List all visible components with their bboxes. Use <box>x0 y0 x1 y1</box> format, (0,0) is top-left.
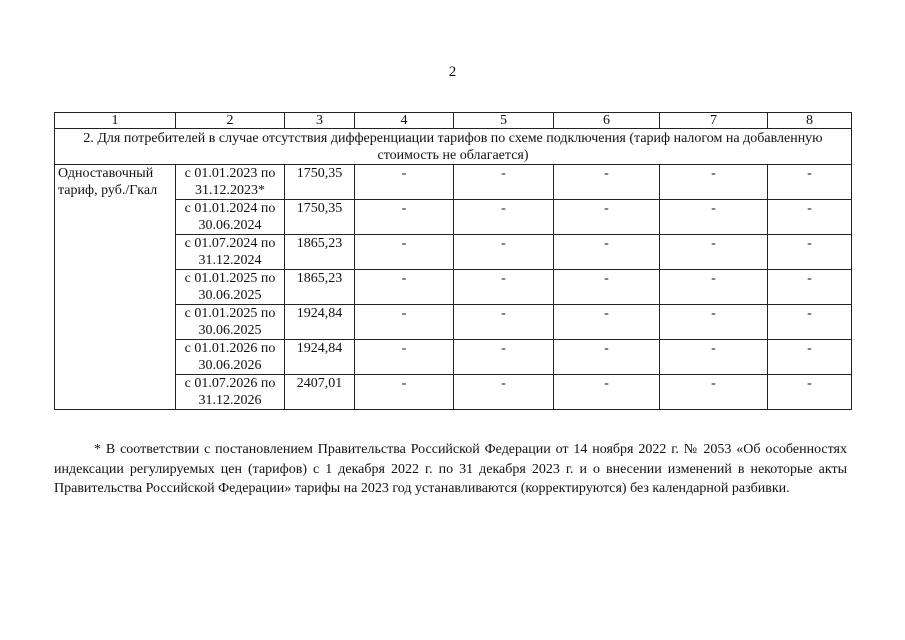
empty-cell: - <box>660 165 768 200</box>
empty-cell: - <box>355 165 454 200</box>
column-number: 8 <box>768 113 852 129</box>
empty-cell: - <box>454 270 554 305</box>
tariff-value: 1750,35 <box>285 165 355 200</box>
empty-cell: - <box>454 165 554 200</box>
empty-cell: - <box>454 375 554 410</box>
column-number: 4 <box>355 113 454 129</box>
column-number: 1 <box>55 113 176 129</box>
tariff-value: 2407,01 <box>285 375 355 410</box>
column-number: 6 <box>554 113 660 129</box>
period-cell: с 01.01.2026 по 30.06.2026 <box>176 340 285 375</box>
tariff-value: 1865,23 <box>285 235 355 270</box>
column-number: 3 <box>285 113 355 129</box>
empty-cell: - <box>660 340 768 375</box>
period-cell: с 01.01.2025 по 30.06.2025 <box>176 270 285 305</box>
empty-cell: - <box>554 340 660 375</box>
footnote: * В соответствии с постановлением Правительства Российской Федерации от 14 ноября 2022 г. № 2053 «Об особенностях индексации регулируемых цен (тарифов) с 1 декабря 2022 г. по 31 декабря 2023 г. и о внесении изменений в некоторые акты Правительства Российской Федерации» тарифы на 2023 год устанавливаются (корректируются) без календарной разбивки. <box>54 442 847 496</box>
section-title: 2. Для потребителей в случае отсутствия дифференциации тарифов по схеме подключения (тариф налогом на добавленную стоимость не облагается) <box>55 129 852 165</box>
period-cell: с 01.07.2026 по 31.12.2026 <box>176 375 285 410</box>
empty-cell: - <box>355 235 454 270</box>
period-cell: с 01.01.2025 по 30.06.2025 <box>176 305 285 340</box>
period-cell: с 01.07.2024 по 31.12.2024 <box>176 235 285 270</box>
empty-cell: - <box>454 340 554 375</box>
empty-cell: - <box>768 375 852 410</box>
empty-cell: - <box>660 200 768 235</box>
empty-cell: - <box>554 270 660 305</box>
empty-cell: - <box>768 340 852 375</box>
empty-cell: - <box>554 375 660 410</box>
tariff-table <box>54 112 852 410</box>
period-cell: с 01.01.2023 по 31.12.2023* <box>176 165 285 200</box>
table-row <box>55 165 852 200</box>
column-number: 5 <box>454 113 554 129</box>
tariff-value: 1924,84 <box>285 305 355 340</box>
section-title-row <box>55 129 852 165</box>
empty-cell: - <box>768 305 852 340</box>
page-number: 2 <box>448 64 457 80</box>
empty-cell: - <box>768 165 852 200</box>
tariff-value: 1924,84 <box>285 340 355 375</box>
empty-cell: - <box>768 270 852 305</box>
empty-cell: - <box>660 235 768 270</box>
empty-cell: - <box>554 305 660 340</box>
empty-cell: - <box>454 200 554 235</box>
empty-cell: - <box>355 375 454 410</box>
empty-cell: - <box>660 270 768 305</box>
empty-cell: - <box>554 235 660 270</box>
empty-cell: - <box>554 165 660 200</box>
column-number: 7 <box>660 113 768 129</box>
empty-cell: - <box>355 200 454 235</box>
empty-cell: - <box>554 200 660 235</box>
empty-cell: - <box>454 235 554 270</box>
column-number: 2 <box>176 113 285 129</box>
empty-cell: - <box>355 305 454 340</box>
product-label: Одноставочный тариф, руб./Гкал <box>55 165 176 410</box>
tariff-value: 1750,35 <box>285 200 355 235</box>
column-number-row <box>55 113 852 129</box>
empty-cell: - <box>660 375 768 410</box>
empty-cell: - <box>768 200 852 235</box>
empty-cell: - <box>454 305 554 340</box>
empty-cell: - <box>355 340 454 375</box>
tariff-value: 1865,23 <box>285 270 355 305</box>
empty-cell: - <box>660 305 768 340</box>
period-cell: с 01.01.2024 по 30.06.2024 <box>176 200 285 235</box>
empty-cell: - <box>768 235 852 270</box>
empty-cell: - <box>355 270 454 305</box>
